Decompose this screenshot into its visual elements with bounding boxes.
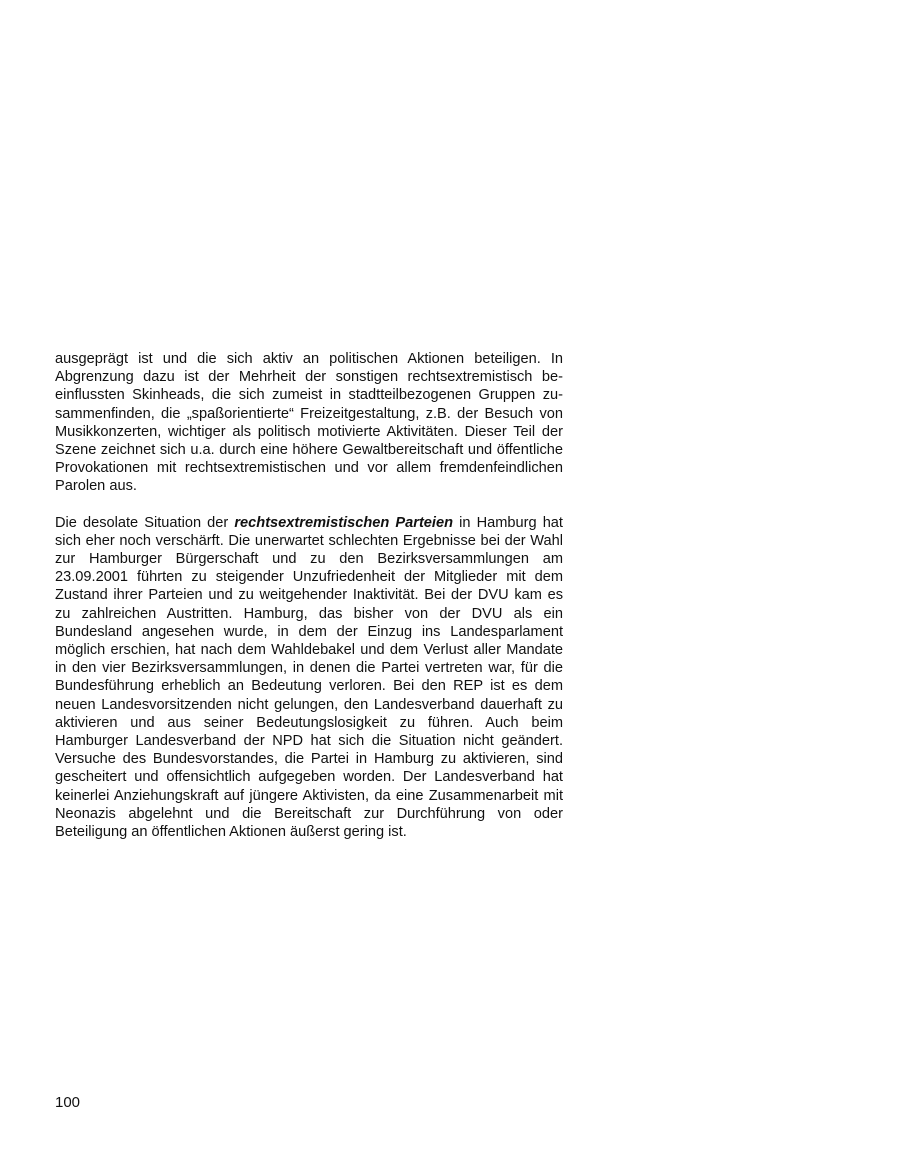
- page-number: 100: [55, 1094, 81, 1111]
- paragraph-parties-intro: Die desolate Situation der: [55, 514, 235, 531]
- paragraph-skinheads: ausgeprägt ist und die sich aktiv an politischen Aktionen beteiligen. In Abgrenzung dazu ist der Mehrheit der sonstigen rechtsextremistisch beeinflussten Skinheads, die sich zumeist in stadtteilbezogenen Gruppen zusammenfinden, die „spaßorientierte“ Freizeitgestaltung, z.B. der Besuch von Musikkonzerten, wichtiger als politisch motivierte Aktivitäten. Dieser Teil der Szene zeichnet sich u.a. durch eine höhere Gewaltbereitschaft und öffentliche Provokationen mit rechtsextremistischen und vor allem fremdenfeindlichen Parolen aus.: [55, 351, 563, 495]
- body-text: [55, 350, 563, 841]
- paragraph-parties-body: in Hamburg hat sich eher noch verschärft. Die unerwartet schlechten Ergebnisse bei der Wahl zur Hamburger Bürgerschaft und zu den Bezirksversammlungen am 23.09.2001 führten zu steigender Unzufriedenheit der Mitglieder mit dem Zustand ihrer Parteien und zu weitgehender Inaktivität. Bei der DVU kam es zu zahlreichen Austritten. Hamburg, das bisher von der DVU als ein Bundesland angesehen wurde, in dem der Einzug ins Landesparlament möglich erschien, hat nach dem Wahldebakel und dem Verlust aller Mandate in den vier Bezirksversammlungen, in denen die Partei vertreten war, für die Bundesführung erheblich an Bedeutung verloren. Bei den REP ist es dem neuen Landesvorsitzenden nicht gelungen, den Landesverband dauerhaft zu aktivieren und aus seiner Bedeutungslosigkeit zu führen. Auch beim Hamburger Landesverband der NPD hat sich die Situation nicht geändert. Versuche des Bundesvorstandes, die Partei in Hamburg zu aktivieren, sind gescheitert und offensichtlich aufgegeben worden. Der Landesverband hat keinerlei Anziehungskraft auf jüngere Aktivisten, da eine Zusammenarbeit mit Neonazis abgelehnt und die Bereitschaft zur Durchführung von oder Beteiligung an öffentlichen Aktionen äußerst gering ist.: [55, 514, 563, 841]
- paragraph-parties: [55, 514, 563, 842]
- emphasized-term: rechtsextremistischen Parteien: [234, 514, 453, 531]
